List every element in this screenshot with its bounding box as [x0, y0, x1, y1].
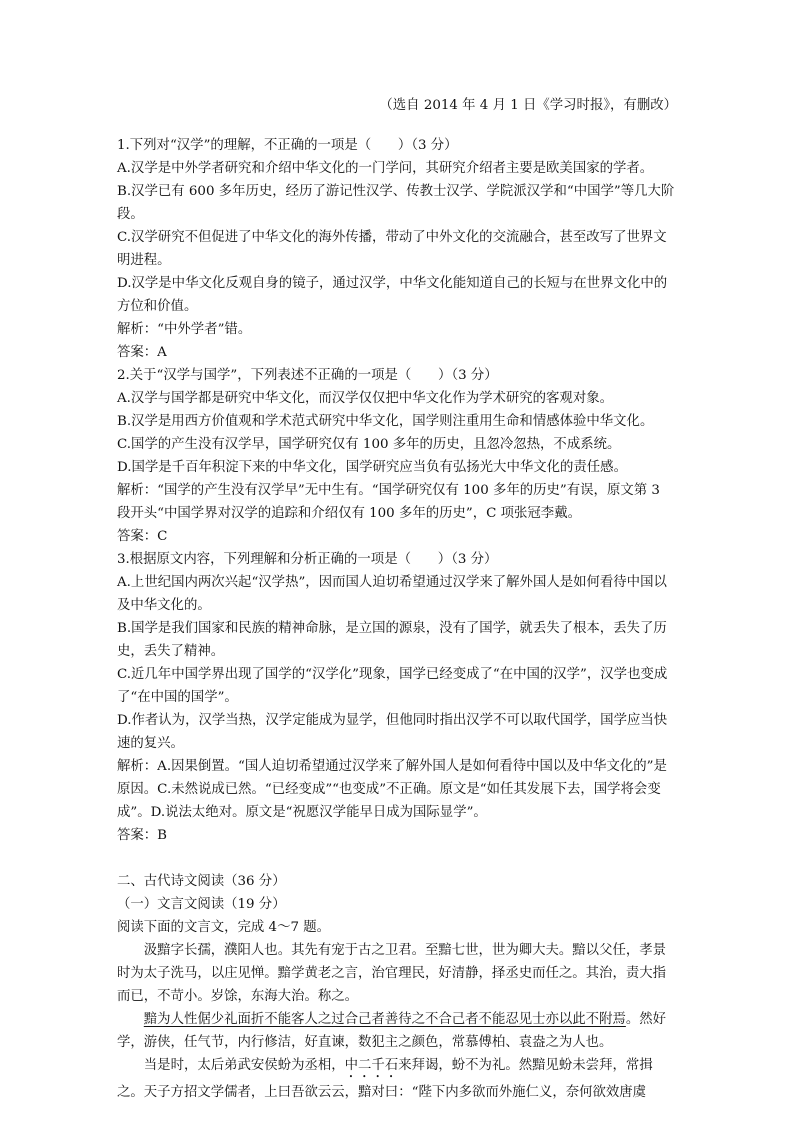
option-b: B.汉学已有 600 多年历史，经历了游记性汉学、传教士汉学、学院派汉学和“中国学”等几大阶段。: [117, 184, 675, 222]
underlined-sentence: 黯为人性倨少礼面折不能客人之过合己者善待之不合己者不能忍见士亦以此不附焉: [143, 1012, 626, 1027]
option-a: A.汉学与国学都是研究中华文化，而汉学仅仅把中华文化作为学术研究的客观对象。: [117, 391, 613, 406]
answer: 答案：C: [117, 529, 168, 544]
passage-paragraph-1: 汲黯字长孺，濮阳人也。其先有宠于古之卫君。至黯七世，世为卿大夫。黯以父任，孝景时为太子洗马，以庄见惮。黯学黄老之言，治官理民，好清静，择丞史而任之。其治，责大指而已，不苛小。岁馀，东海大治。称之。: [117, 943, 667, 1004]
question-stem: 1.下列对“汉学”的理解，不正确的一项是（ ）（3 分）: [117, 138, 458, 153]
option-c: C.汉学研究不但促进了中华文化的海外传播，带动了中外文化的交流融合，甚至改写了世界文明进程。: [117, 230, 667, 268]
option-b: B.国学是我们国家和民族的精神命脉，是立国的源泉，没有了国学，就丢失了根本，丢失了历史，丢失了精神。: [117, 621, 667, 659]
dotted-term: 中二千石: [344, 1058, 399, 1073]
question-stem: 3.根据原文内容，下列理解和分析正确的一项是（ ）（3 分）: [117, 552, 498, 567]
paragraph-text: 来拜谒，蚡不为礼。然黯见蚡未尝拜，常揖之。天子方招文学儒者，上曰吾欲云云，黯对曰：“陛下内多欲而外施仁义，奈何欲效唐虞: [117, 1058, 653, 1100]
question-2: [117, 364, 677, 548]
analysis: 解析：A.因果倒置。“国人迫切希望通过汉学来了解外国人是如何看待中国以及中华文化的”是原因。C.未然说成已然。“已经变成”“也变成”不正确。原文是“如任其发展下去，国学将会变成”。D.说法太绝对。原文是“祝愿汉学能早日成为国际显学”。: [117, 759, 667, 820]
option-a: A.汉学是中外学者研究和介绍中华文化的一门学问，其研究介绍者主要是欧美国家的学者。: [117, 161, 654, 176]
option-c: C.近几年中国学界出现了国学的“汉学化”现象，国学已经变成了“在中国的汉学”，汉学也变成了“在中国的国学”。: [117, 667, 668, 705]
subsection-title: （一）文言文阅读（19 分）: [117, 897, 286, 912]
source-note: （选自 2014 年 4 月 1 日《学习时报》，有删改）: [379, 98, 677, 113]
section-2: [117, 870, 677, 1104]
document-body: [117, 94, 677, 1104]
analysis: 解析：“国学的产生没有汉学早”无中生有。“国学研究仅有 100 多年的历史”有误，原文第 3 段开头“中国学界对汉学的追踪和介绍仅有 100 多年的历史”，C 项张冠李戴。: [117, 483, 660, 521]
option-c: C.国学的产生没有汉学早，国学研究仅有 100 多年的历史，且忽冷忽热，不成系统。: [117, 437, 621, 452]
option-d: D.作者认为，汉学当热，汉学定能成为显学，但他同时指出汉学不可以取代国学，国学应当快速的复兴。: [117, 713, 668, 751]
passage-paragraph-3: [117, 1054, 677, 1104]
answer: 答案：B: [117, 828, 168, 843]
option-b: B.汉学是用西方价值观和学术范式研究中华文化，国学则注重用生命和情感体验中华文化。: [117, 414, 654, 429]
section-title: 二、古代诗文阅读（36 分）: [117, 874, 286, 889]
question-1: [117, 134, 677, 364]
instruction: 阅读下面的文言文，完成 4～7 题。: [117, 920, 331, 935]
paragraph-text: 。然好学，游侠，任气节，内行修洁，好直谏，数犯主之颜色，常慕傅柏、袁盎之为人也。: [117, 1012, 667, 1050]
question-stem: 2.关于“汉学与国学”，下列表述不正确的一项是（ ）（3 分）: [117, 368, 498, 383]
section-gap: [117, 847, 677, 870]
paragraph-text: 当是时，太后弟武安侯蚡为丞相，: [143, 1058, 345, 1073]
option-d: D.汉学是中华文化反观自身的镜子，通过汉学，中华文化能知道自己的长短与在世界文化中的方位和价值。: [117, 276, 668, 314]
option-a: A.上世纪国内两次兴起“汉学热”，因而国人迫切希望通过汉学来了解外国人是如何看待中国以及中华文化的。: [117, 575, 667, 613]
option-d: D.国学是千百年积淀下来的中华文化，国学研究应当负有弘扬光大中华文化的责任感。: [117, 460, 627, 475]
passage-paragraph-2: [117, 1008, 677, 1054]
question-3: [117, 548, 677, 847]
answer: 答案：A: [117, 345, 167, 360]
analysis: 解析：“中外学者”错。: [117, 322, 252, 337]
